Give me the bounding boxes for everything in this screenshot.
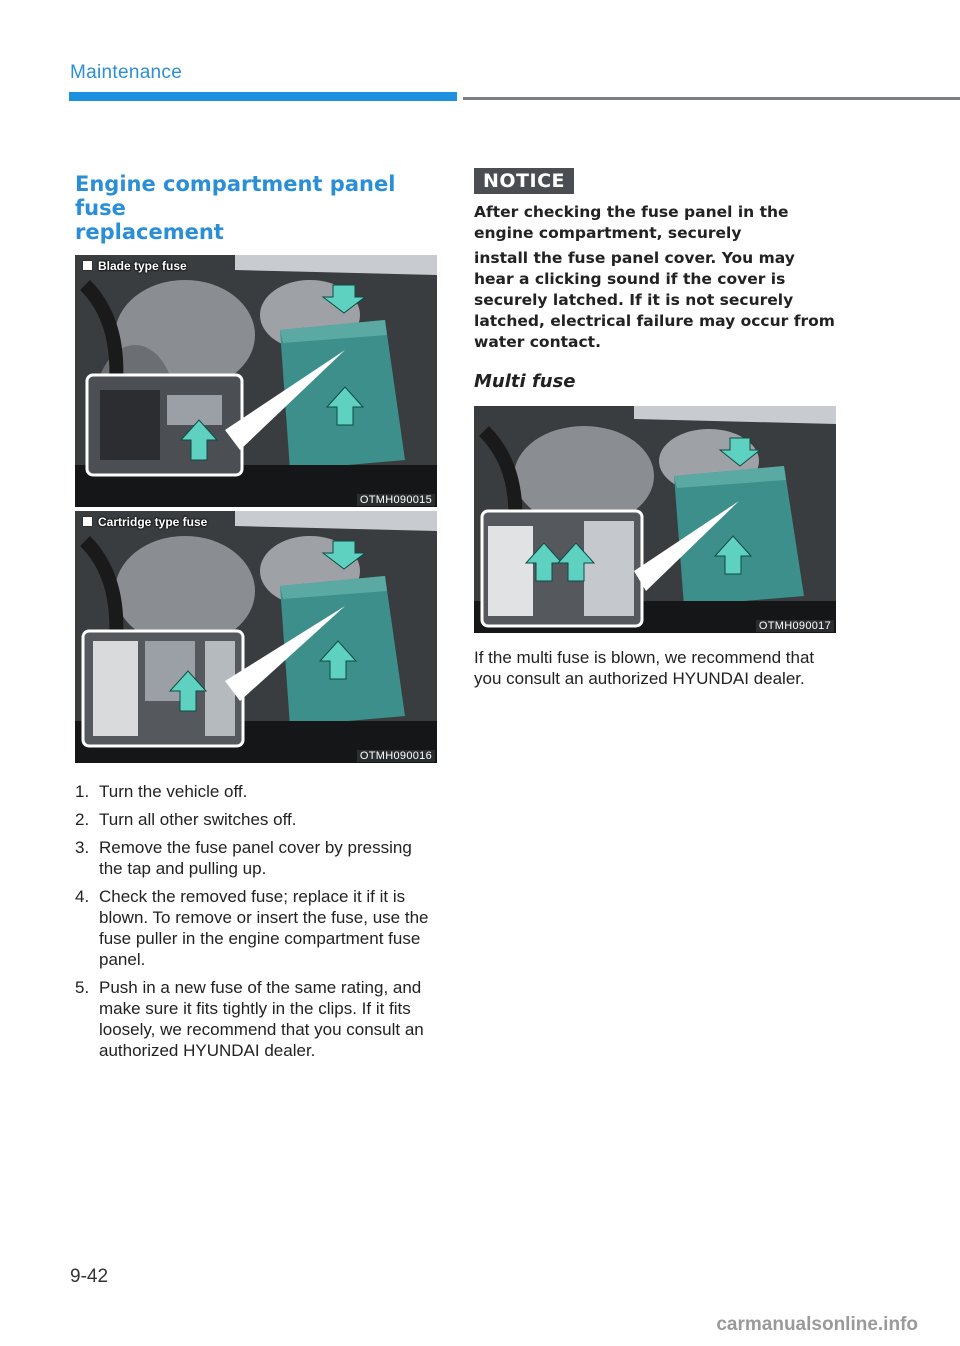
section-title: Engine compartment panel fuse replacement [75, 172, 396, 244]
figure-caption: Cartridge type fuse [83, 515, 207, 529]
page-number: 9-42 [70, 1266, 109, 1287]
multi-fuse-figure [474, 406, 836, 633]
figure-code: OTMH090016 [357, 750, 435, 762]
header-rule-gray [463, 97, 960, 100]
steps-list [75, 781, 437, 1061]
right-column [474, 168, 836, 689]
list-item: 2. Turn all other switches off. [75, 810, 297, 829]
engine-bay-illustration [75, 511, 437, 763]
list-item: 4. Check the removed fuse; replace it if it is blown. To remove or insert the fuse, use the fuse puller in the engine compartment fuse panel. [75, 887, 429, 969]
engine-bay-illustration [474, 406, 836, 633]
figure-caption: Blade type fuse [83, 259, 187, 273]
section-header: Maintenance [70, 62, 183, 83]
figure-code: OTMH090017 [756, 620, 834, 632]
engine-bay-illustration [75, 255, 437, 507]
notice-text: After checking the fuse panel in the engine compartment, securely install the fuse panel cover. You may hear a clicking sound if the cover is securely latched. If it is not securely latched, electrical failure may occur from water contact. [474, 203, 835, 351]
header-rule-blue [69, 92, 457, 101]
multi-fuse-body: If the multi fuse is blown, we recommend that you consult an authorized HYUNDAI dealer. [474, 648, 815, 688]
blade-fuse-figure [75, 255, 437, 507]
figure-code: OTMH090015 [357, 494, 435, 506]
multi-fuse-title: Multi fuse [474, 371, 576, 392]
watermark: carmanualsonline.info [716, 1314, 918, 1335]
cartridge-fuse-figure [75, 511, 437, 763]
list-item: 5. Push in a new fuse of the same rating, and make sure it fits tightly in the clips. If it fits loosely, we recommend that you consult an authorized HYUNDAI dealer. [75, 978, 424, 1060]
left-column [75, 172, 437, 1068]
bullet-square-icon [83, 517, 92, 526]
notice-badge: NOTICE [474, 168, 574, 194]
list-item: 3. Remove the fuse panel cover by pressing the tap and pulling up. [75, 838, 412, 878]
list-item: 1. Turn the vehicle off. [75, 782, 248, 801]
bullet-square-icon [83, 261, 92, 270]
